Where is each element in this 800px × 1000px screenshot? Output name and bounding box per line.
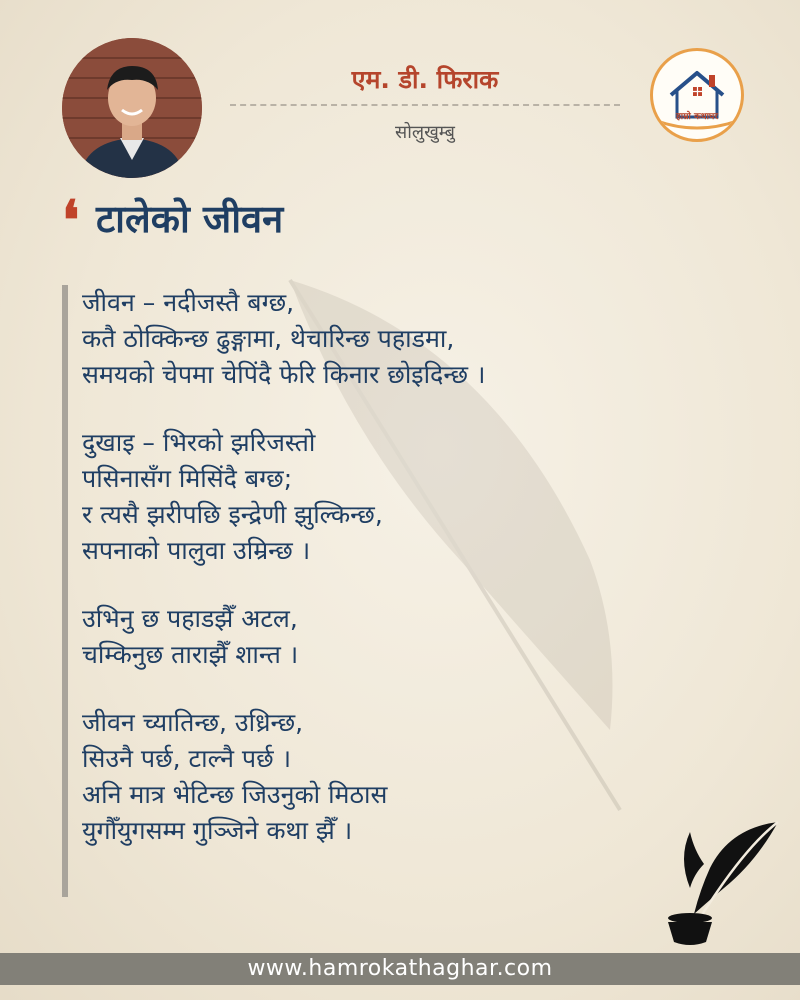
poem-stanza (82, 705, 682, 849)
poem-line: अनि मात्र भेटिन्छ जिउनुको मिठास (82, 780, 388, 809)
poem-line: युगौँयुगसम्म गुञ्जिने कथा झैँ । (82, 816, 353, 845)
footer-website-url[interactable]: www.hamrokathaghar.com (0, 953, 800, 985)
logo-text: हाम्रो कथाघर (676, 112, 718, 122)
poem-side-rule (62, 285, 68, 897)
poem-line: उभिनु छ पहाडझैँ अटल, (82, 604, 298, 633)
poem-line: र त्यसै झरीपछि इन्द्रेणी झुल्किन्छ, (82, 500, 383, 529)
poem-stanza (82, 425, 682, 569)
poem-line: दुखाइ – भिरको झरिजस्तो (82, 428, 316, 457)
quote-mark-icon: ❛ (62, 188, 80, 252)
poem-body (82, 285, 682, 881)
site-logo (650, 48, 744, 142)
author-photo (62, 38, 202, 178)
poem-line: सिउनै पर्छ, टाल्नै पर्छ । (82, 744, 292, 773)
author-place: सोलुखुम्बु (395, 122, 455, 143)
quill-inkwell-icon (660, 818, 785, 948)
divider (230, 104, 620, 106)
poem-stanza (82, 601, 682, 673)
poem-line: सपनाको पालुवा उम्रिन्छ । (82, 536, 311, 565)
poem-line: पसिनासँग मिसिंदै बग्छ; (82, 464, 293, 493)
poem-title: टालेको जीवन (96, 197, 284, 241)
poem-line: जीवन – नदीजस्तै बग्छ, (82, 288, 295, 317)
poem-line: कतै ठोक्किन्छ ढुङ्गामा, थेचारिन्छ पहाडमा, (82, 324, 455, 353)
poem-line: जीवन च्यातिन्छ, उध्रिन्छ, (82, 708, 304, 737)
poem-line: समयको चेपमा चेपिंदै फेरि किनार छोइदिन्छ । (82, 360, 486, 389)
poem-stanza (82, 285, 682, 393)
poem-line: चम्किनुछ ताराझैँ शान्त । (82, 640, 299, 669)
author-name: एम. डी. फिराक (351, 65, 499, 94)
